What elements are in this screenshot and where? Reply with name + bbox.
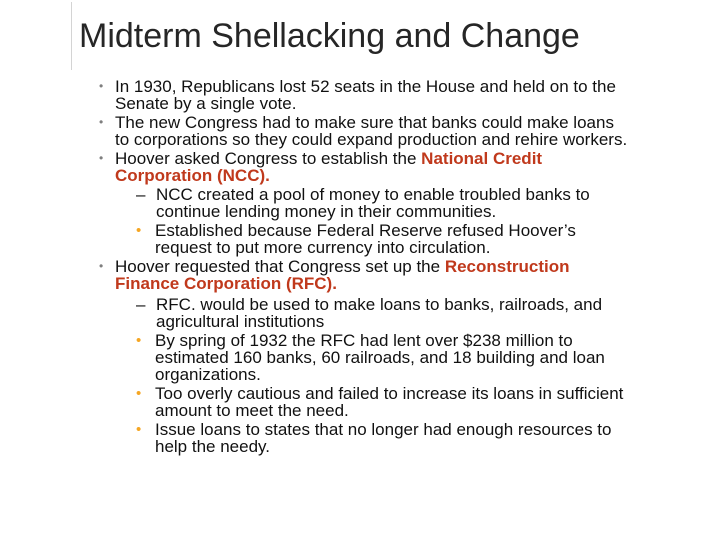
bullet-text-line: to corporations so they could expand production and rehire workers.: [115, 130, 628, 149]
sub-sub-bullet-item: [96, 421, 720, 455]
sub-bullet-text-line: RFC. would be used to make loans to banks, railroads, and: [156, 295, 603, 314]
sub-sub-bullet-text-line: amount to meet the need.: [155, 401, 349, 420]
highlight-term: Reconstruction: [444, 257, 570, 276]
bullet-text-line: [115, 258, 720, 275]
bullet-item: [96, 150, 720, 184]
sub-sub-bullet-text-line: estimated 160 banks, 60 railroads, and 18 building and loan: [155, 348, 605, 367]
sub-sub-bullet-text-line: request to put more currency into circulation.: [155, 238, 491, 257]
slide-body: [96, 78, 720, 455]
bullet-text-plain: Hoover requested that Congress set up the: [115, 257, 445, 276]
slide-title: Midterm Shellacking and Change: [79, 17, 580, 55]
sub-sub-bullet-item: [96, 385, 720, 419]
highlight-term: National Credit: [421, 149, 543, 168]
bullet-icon: •: [136, 385, 142, 402]
sub-bullet-text-line: agricultural institutions: [156, 312, 325, 331]
sub-bullet-item: [96, 296, 720, 330]
bullet-icon: •: [99, 151, 104, 165]
bullet-item: [96, 258, 720, 292]
bullet-text-line: [115, 150, 720, 167]
sub-sub-bullet-text-line: Established because Federal Reserve refused Hoover’s: [155, 221, 576, 240]
highlight-term: Corporation (NCC).: [115, 166, 270, 185]
bullet-icon: •: [136, 222, 142, 239]
sub-sub-bullet-item: [96, 222, 720, 256]
sub-sub-bullet-text-line: Issue loans to states that no longer had enough resources to: [155, 420, 612, 439]
bullet-icon: •: [136, 332, 142, 349]
sub-sub-bullet-item: [96, 332, 720, 383]
bullet-icon: •: [136, 421, 142, 438]
bullet-icon: •: [99, 115, 104, 129]
bullet-text-line: Senate by a single vote.: [115, 94, 297, 113]
sub-bullet-item: [96, 186, 720, 220]
bullet-item: [96, 114, 720, 148]
sub-bullet-text-line: NCC created a pool of money to enable troubled banks to: [156, 185, 590, 204]
highlight-term: Finance Corporation (RFC).: [115, 274, 337, 293]
sub-sub-bullet-text-line: help the needy.: [155, 437, 270, 456]
title-divider: [71, 2, 72, 70]
bullet-icon: •: [99, 79, 104, 93]
sub-sub-bullet-text-line: By spring of 1932 the RFC had lent over $238 million to: [155, 331, 573, 350]
bullet-icon: •: [99, 259, 104, 273]
dash-bullet-icon: –: [136, 185, 146, 204]
bullet-text-line: The new Congress had to make sure that banks could make loans: [115, 113, 614, 132]
bullet-text-line: In 1930, Republicans lost 52 seats in the House and held on to the: [115, 77, 616, 96]
sub-sub-bullet-text-line: Too overly cautious and failed to increase its loans in sufficient: [155, 384, 624, 403]
dash-bullet-icon: –: [136, 295, 146, 314]
bullet-item: [96, 78, 720, 112]
bullet-text-plain: Hoover asked Congress to establish the: [115, 149, 422, 168]
sub-sub-bullet-text-line: organizations.: [155, 365, 261, 384]
sub-bullet-text-line: continue lending money in their communities.: [156, 202, 497, 221]
